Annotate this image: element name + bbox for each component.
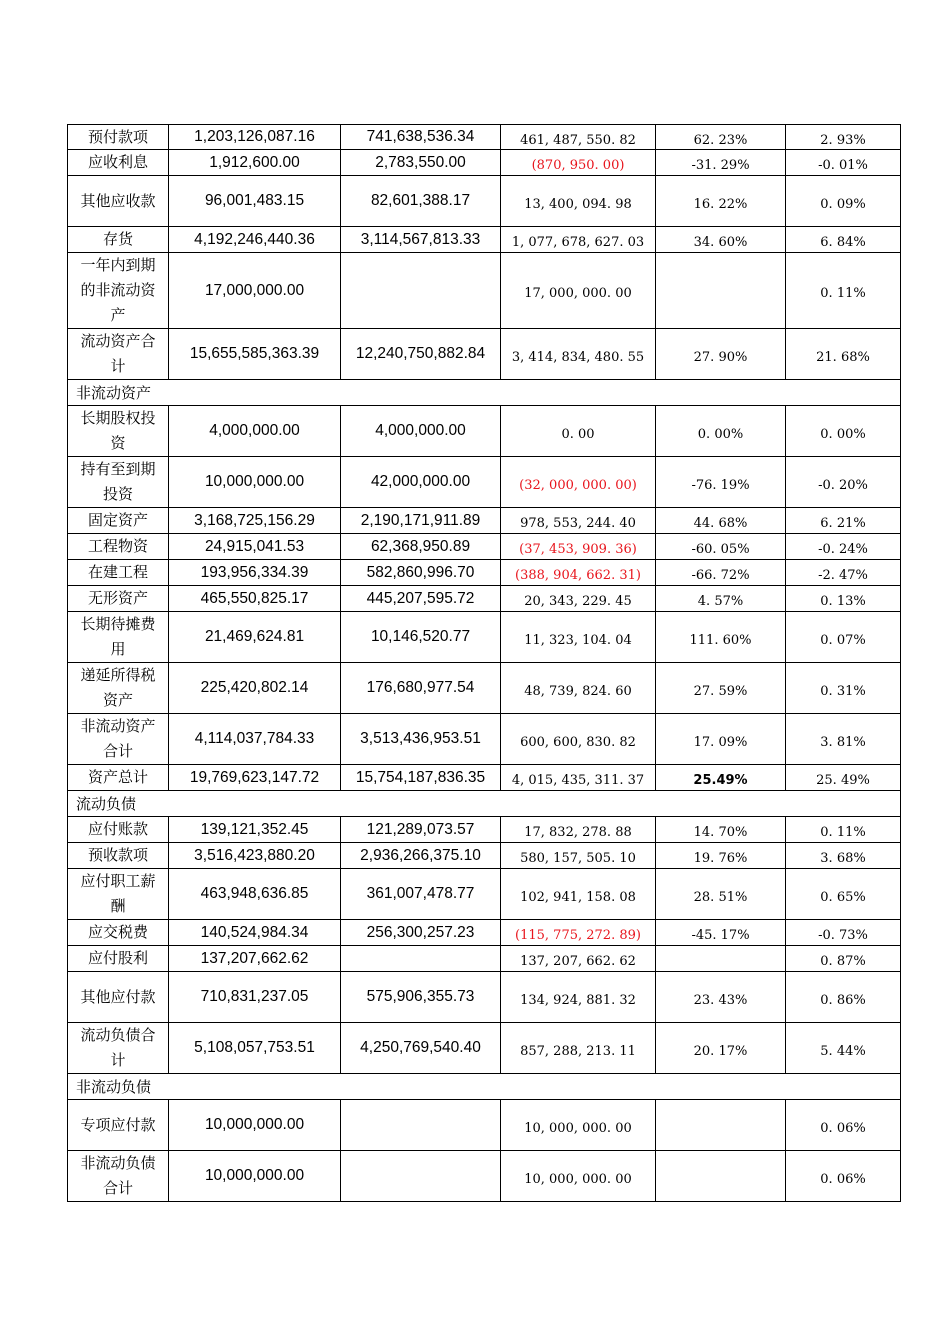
prior-period-value: 42,000,000.00 <box>340 457 500 507</box>
impact-percent: 0. 06% <box>785 1151 900 1201</box>
current-period-value: 137,207,662.62 <box>168 946 340 971</box>
table-row <box>67 534 901 560</box>
row-label: 应收利息 <box>87 153 148 171</box>
change-amount: 857, 288, 213. 11 <box>500 1023 655 1073</box>
impact-percent: 0. 11% <box>785 253 900 328</box>
current-period-value: 10,000,000.00 <box>168 1151 340 1201</box>
prior-period-value: 3,114,567,813.33 <box>340 227 500 252</box>
table-row <box>67 920 901 946</box>
impact-percent: 0. 09% <box>785 176 900 226</box>
impact-percent: -0. 01% <box>785 150 900 175</box>
change-amount: 17, 832, 278. 88 <box>500 817 655 842</box>
table-row <box>67 663 901 714</box>
prior-period-value: 361,007,478.77 <box>340 869 500 919</box>
row-label: 持有至到期投资 <box>80 460 156 503</box>
current-period-value: 193,956,334.39 <box>168 560 340 585</box>
change-amount: (37, 453, 909. 36) <box>500 534 655 559</box>
current-period-value: 3,516,423,880.20 <box>168 843 340 868</box>
table-row <box>67 508 901 534</box>
table-row <box>67 329 901 380</box>
prior-period-value: 575,906,355.73 <box>340 972 500 1022</box>
prior-period-value: 4,250,769,540.40 <box>340 1023 500 1073</box>
current-period-value: 139,121,352.45 <box>168 817 340 842</box>
row-label: 一年内到期的非流动资产 <box>80 256 156 324</box>
row-label: 非流动资产合计 <box>80 717 156 760</box>
table-row <box>67 1100 901 1151</box>
change-amount: 102, 941, 158. 08 <box>500 869 655 919</box>
prior-period-value: 2,783,550.00 <box>340 150 500 175</box>
change-amount: (115, 775, 272. 89) <box>500 920 655 945</box>
row-label: 长期股权投资 <box>80 409 156 452</box>
change-amount: 0. 00 <box>500 406 655 456</box>
section-title: 非流动资产 <box>76 384 152 402</box>
prior-period-value <box>340 253 500 328</box>
current-period-value: 1,912,600.00 <box>168 150 340 175</box>
row-label: 工程物资 <box>87 537 148 555</box>
impact-percent: -0. 24% <box>785 534 900 559</box>
current-period-value: 24,915,041.53 <box>168 534 340 559</box>
change-percent: 17. 09% <box>655 714 785 764</box>
impact-percent: 0. 31% <box>785 663 900 713</box>
table-row <box>67 972 901 1023</box>
change-amount: 134, 924, 881. 32 <box>500 972 655 1022</box>
change-percent <box>655 1100 785 1150</box>
change-amount: 10, 000, 000. 00 <box>500 1100 655 1150</box>
impact-percent: -0. 73% <box>785 920 900 945</box>
impact-percent: 0. 06% <box>785 1100 900 1150</box>
impact-percent: -2. 47% <box>785 560 900 585</box>
change-amount: 13, 400, 094. 98 <box>500 176 655 226</box>
table-row <box>67 406 901 457</box>
change-percent: 16. 22% <box>655 176 785 226</box>
change-percent: 20. 17% <box>655 1023 785 1073</box>
current-period-value: 3,168,725,156.29 <box>168 508 340 533</box>
change-amount: 17, 000, 000. 00 <box>500 253 655 328</box>
prior-period-value: 15,754,187,836.35 <box>340 765 500 790</box>
row-label: 长期待摊费用 <box>80 615 156 658</box>
table-row <box>67 586 901 612</box>
section-header-row <box>67 791 901 817</box>
change-percent: 4. 57% <box>655 586 785 611</box>
impact-percent: 0. 11% <box>785 817 900 842</box>
current-period-value: 465,550,825.17 <box>168 586 340 611</box>
change-percent: 111. 60% <box>655 612 785 662</box>
prior-period-value: 10,146,520.77 <box>340 612 500 662</box>
impact-percent: 5. 44% <box>785 1023 900 1073</box>
current-period-value: 225,420,802.14 <box>168 663 340 713</box>
change-percent: 44. 68% <box>655 508 785 533</box>
change-amount: 4, 015, 435, 311. 37 <box>500 765 655 790</box>
current-period-value: 4,000,000.00 <box>168 406 340 456</box>
row-label: 应付账款 <box>87 820 148 838</box>
table-row <box>67 612 901 663</box>
change-percent <box>655 253 785 328</box>
row-label: 应付股利 <box>87 949 148 967</box>
row-label: 在建工程 <box>87 563 148 581</box>
change-amount: 20, 343, 229. 45 <box>500 586 655 611</box>
change-percent <box>655 946 785 971</box>
current-period-value: 140,524,984.34 <box>168 920 340 945</box>
section-title: 流动负债 <box>76 795 137 813</box>
current-period-value: 19,769,623,147.72 <box>168 765 340 790</box>
change-amount: 1, 077, 678, 627. 03 <box>500 227 655 252</box>
row-label: 递延所得税资产 <box>80 666 156 709</box>
impact-percent: 3. 81% <box>785 714 900 764</box>
impact-percent: 21. 68% <box>785 329 900 379</box>
current-period-value: 463,948,636.85 <box>168 869 340 919</box>
current-period-value: 5,108,057,753.51 <box>168 1023 340 1073</box>
table-row <box>67 227 901 253</box>
change-amount: 3, 414, 834, 480. 55 <box>500 329 655 379</box>
change-percent: -31. 29% <box>655 150 785 175</box>
table-row <box>67 817 901 843</box>
table-row <box>67 560 901 586</box>
row-label: 无形资产 <box>87 589 148 607</box>
prior-period-value: 2,936,266,375.10 <box>340 843 500 868</box>
row-label: 非流动负债合计 <box>80 1154 156 1197</box>
table-row <box>67 869 901 920</box>
section-header-row <box>67 1074 901 1100</box>
section-title: 非流动负债 <box>76 1078 152 1096</box>
current-period-value: 15,655,585,363.39 <box>168 329 340 379</box>
change-amount: 461, 487, 550. 82 <box>500 125 655 149</box>
change-percent: -66. 72% <box>655 560 785 585</box>
row-label: 流动负债合计 <box>80 1026 156 1069</box>
change-percent <box>655 1151 785 1201</box>
impact-percent: 0. 87% <box>785 946 900 971</box>
change-percent: 14. 70% <box>655 817 785 842</box>
change-percent: 19. 76% <box>655 843 785 868</box>
change-percent: 34. 60% <box>655 227 785 252</box>
row-label: 固定资产 <box>87 511 148 529</box>
prior-period-value: 2,190,171,911.89 <box>340 508 500 533</box>
impact-percent: 0. 07% <box>785 612 900 662</box>
change-amount: 137, 207, 662. 62 <box>500 946 655 971</box>
change-percent: 62. 23% <box>655 125 785 149</box>
current-period-value: 96,001,483.15 <box>168 176 340 226</box>
table-row <box>67 765 901 791</box>
prior-period-value: 3,513,436,953.51 <box>340 714 500 764</box>
impact-percent: 0. 86% <box>785 972 900 1022</box>
row-label: 资产总计 <box>87 768 148 786</box>
table-row <box>67 714 901 765</box>
row-label: 专项应付款 <box>80 1115 156 1134</box>
prior-period-value: 62,368,950.89 <box>340 534 500 559</box>
row-label: 其他应付款 <box>80 987 156 1006</box>
prior-period-value: 741,638,536.34 <box>340 125 500 149</box>
current-period-value: 10,000,000.00 <box>168 457 340 507</box>
table-row <box>67 176 901 227</box>
change-percent: 28. 51% <box>655 869 785 919</box>
current-period-value: 21,469,624.81 <box>168 612 340 662</box>
prior-period-value: 12,240,750,882.84 <box>340 329 500 379</box>
table-row <box>67 150 901 176</box>
current-period-value: 4,114,037,784.33 <box>168 714 340 764</box>
row-label: 流动资产合计 <box>80 332 156 375</box>
impact-percent: -0. 20% <box>785 457 900 507</box>
change-percent: 23. 43% <box>655 972 785 1022</box>
current-period-value: 17,000,000.00 <box>168 253 340 328</box>
current-period-value: 1,203,126,087.16 <box>168 125 340 149</box>
impact-percent: 6. 21% <box>785 508 900 533</box>
row-label: 预收款项 <box>87 846 148 864</box>
change-percent: -76. 19% <box>655 457 785 507</box>
change-percent: 27. 59% <box>655 663 785 713</box>
change-amount: (870, 950. 00) <box>500 150 655 175</box>
change-amount: 10, 000, 000. 00 <box>500 1151 655 1201</box>
prior-period-value: 176,680,977.54 <box>340 663 500 713</box>
row-label: 预付款项 <box>87 127 148 146</box>
current-period-value: 10,000,000.00 <box>168 1100 340 1150</box>
impact-percent: 0. 65% <box>785 869 900 919</box>
change-amount: (388, 904, 662. 31) <box>500 560 655 585</box>
table-row <box>67 946 901 972</box>
change-amount: (32, 000, 000. 00) <box>500 457 655 507</box>
prior-period-value <box>340 946 500 971</box>
prior-period-value: 256,300,257.23 <box>340 920 500 945</box>
change-percent: 27. 90% <box>655 329 785 379</box>
change-percent: 0. 00% <box>655 406 785 456</box>
prior-period-value <box>340 1151 500 1201</box>
row-label: 存货 <box>102 230 133 248</box>
change-percent: -45. 17% <box>655 920 785 945</box>
impact-percent: 0. 00% <box>785 406 900 456</box>
prior-period-value: 121,289,073.57 <box>340 817 500 842</box>
change-amount: 11, 323, 104. 04 <box>500 612 655 662</box>
prior-period-value: 445,207,595.72 <box>340 586 500 611</box>
change-percent: 25.49% <box>655 765 785 790</box>
current-period-value: 4,192,246,440.36 <box>168 227 340 252</box>
section-header-row <box>67 380 901 406</box>
table-row <box>67 253 901 329</box>
row-label: 应付职工薪酬 <box>80 872 156 915</box>
impact-percent: 25. 49% <box>785 765 900 790</box>
table-row <box>67 843 901 869</box>
impact-percent: 2. 93% <box>785 125 900 149</box>
prior-period-value: 82,601,388.17 <box>340 176 500 226</box>
change-amount: 978, 553, 244. 40 <box>500 508 655 533</box>
table-row <box>67 1151 901 1202</box>
change-percent: -60. 05% <box>655 534 785 559</box>
prior-period-value: 4,000,000.00 <box>340 406 500 456</box>
table-row <box>67 457 901 508</box>
row-label: 应交税费 <box>87 923 148 941</box>
change-amount: 48, 739, 824. 60 <box>500 663 655 713</box>
change-amount: 580, 157, 505. 10 <box>500 843 655 868</box>
impact-percent: 0. 13% <box>785 586 900 611</box>
impact-percent: 3. 68% <box>785 843 900 868</box>
impact-percent: 6. 84% <box>785 227 900 252</box>
table-row <box>67 1023 901 1074</box>
current-period-value: 710,831,237.05 <box>168 972 340 1022</box>
balance-sheet-table <box>67 124 901 1202</box>
prior-period-value: 582,860,996.70 <box>340 560 500 585</box>
change-amount: 600, 600, 830. 82 <box>500 714 655 764</box>
table-row <box>67 124 901 150</box>
row-label: 其他应收款 <box>80 191 156 210</box>
prior-period-value <box>340 1100 500 1150</box>
